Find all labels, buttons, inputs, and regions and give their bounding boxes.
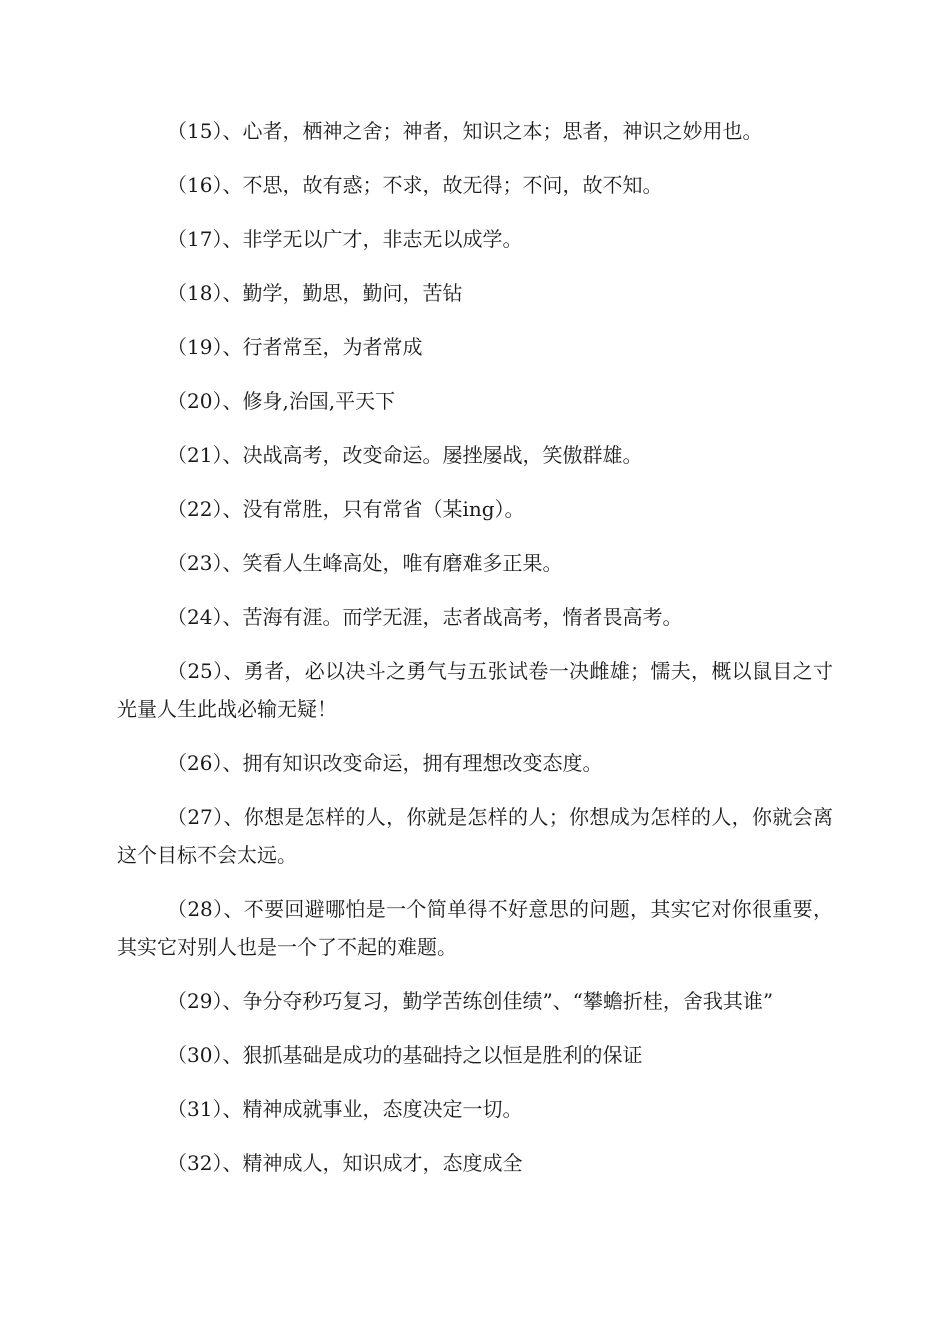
paragraph-25: （25）、勇者，必以决斗之勇气与五张试卷一决雌雄；懦夫，概以鼠目之寸光量人生此战必输无疑！ bbox=[117, 659, 833, 721]
paragraph-20: （20）、修身,治国,平天下 bbox=[167, 389, 396, 413]
paragraph-24: （24）、苦海有涯。而学无涯，志者战高考，惰者畏高考。 bbox=[167, 605, 683, 629]
paragraph-23: （23）、笑看人生峰高处，唯有磨难多正果。 bbox=[167, 551, 563, 575]
paragraph-29: （29）、争分夺秒巧复习，勤学苦练创佳绩”、“攀蟾折桂，舍我其谁” bbox=[167, 989, 774, 1013]
paragraph-21: （21）、决战高考，改变命运。屡挫屡战，笑傲群雄。 bbox=[167, 443, 643, 467]
paragraph-30: （30）、狠抓基础是成功的基础持之以恒是胜利的保证 bbox=[167, 1043, 643, 1067]
paragraph-18: （18）、勤学，勤思，勤问，苦钻 bbox=[167, 281, 463, 305]
paragraph-17: （17）、非学无以广才，非志无以成学。 bbox=[167, 227, 523, 251]
paragraph-16: （16）、不思，故有惑；不求，故无得；不问，故不知。 bbox=[167, 173, 663, 197]
paragraph-27: （27）、你想是怎样的人，你就是怎样的人；你想成为怎样的人，你就会离这个目标不会太远。 bbox=[117, 805, 833, 867]
paragraph-19: （19）、行者常至，为者常成 bbox=[167, 335, 423, 359]
paragraph-15: （15）、心者，栖神之舍；神者，知识之本；思者，神识之妙用也。 bbox=[167, 119, 763, 143]
paragraph-22: （22）、没有常胜，只有常省（某ing）。 bbox=[167, 497, 525, 521]
paragraph-32: （32）、精神成人，知识成才，态度成全 bbox=[167, 1151, 523, 1175]
paragraph-31: （31）、精神成就事业，态度决定一切。 bbox=[167, 1097, 523, 1121]
paragraph-26: （26）、拥有知识改变命运，拥有理想改变态度。 bbox=[167, 751, 603, 775]
paragraph-28: （28）、不要回避哪怕是一个简单得不好意思的问题，其实它对你很重要，其实它对别人也是一个了不起的难题。 bbox=[117, 897, 833, 959]
document-body bbox=[117, 112, 833, 1198]
